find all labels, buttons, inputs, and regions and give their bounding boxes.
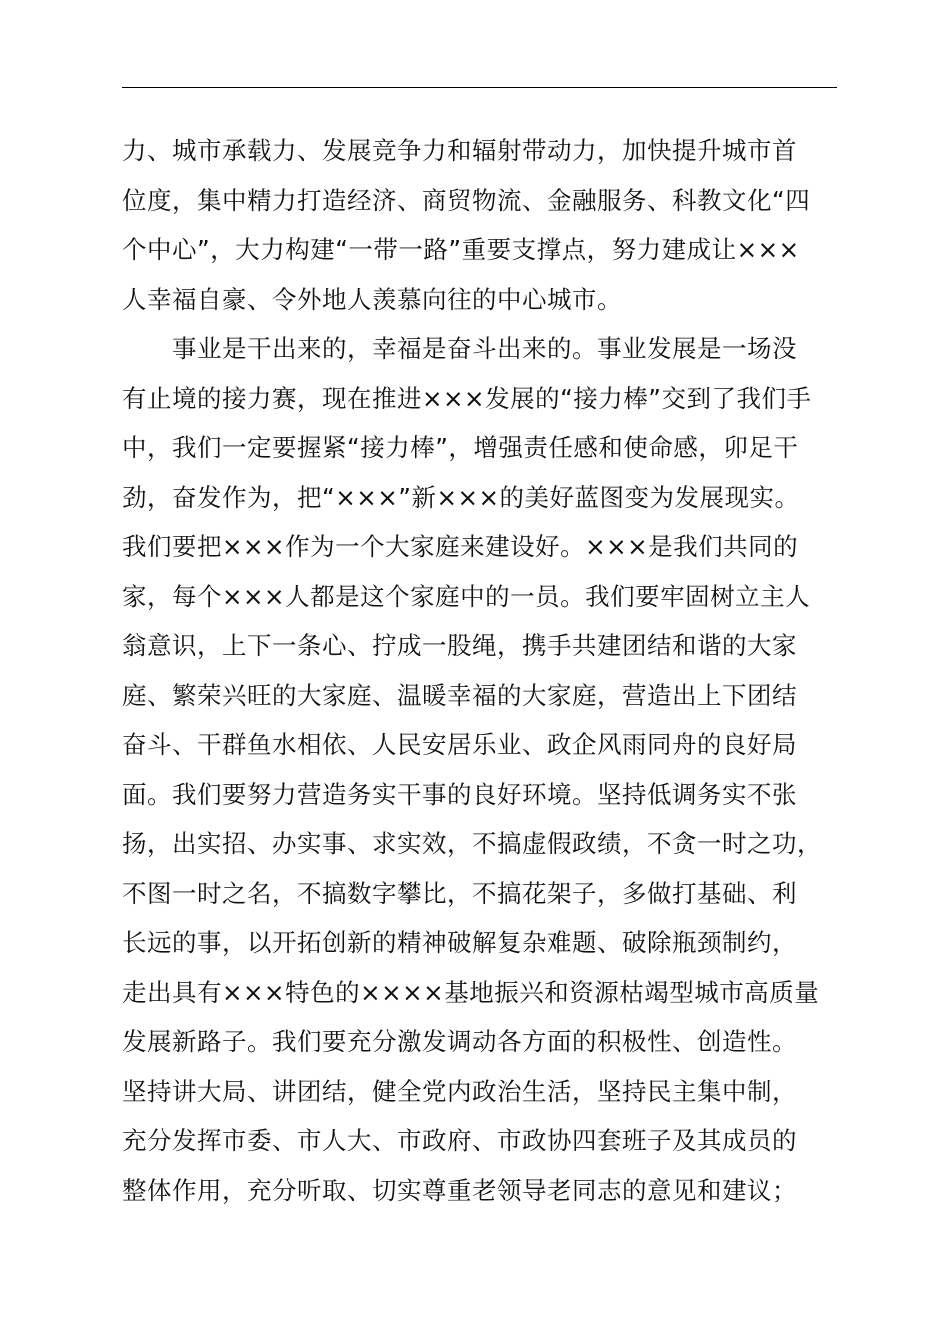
text-line: 力、城市承载力、发展竞争力和辐射带动力，加快提升城市首 — [122, 136, 797, 165]
text-line: 翁意识，上下一条心、拧成一股绳，携手共建团结和谐的大家 — [122, 631, 797, 660]
text-line: 位度，集中精力打造经济、商贸物流、金融服务、科教文化“四 — [122, 185, 811, 215]
paragraph-first-line: 事业是干出来的，幸福是奋斗出来的。事业发展是一场没 — [172, 334, 797, 363]
text-line: 面。我们要努力营造务实干事的良好环境。坚持低调务实不张 — [122, 779, 797, 809]
text-line: 人幸福自豪、令外地人羡慕向往的中心城市。 — [122, 284, 622, 314]
text-line: 不图一时之名，不搞数字攀比，不搞花架子，多做打基础、利 — [122, 878, 797, 908]
text-line: 中，我们一定要握紧“接力棒”，增强责任感和使命感，卯足干 — [122, 433, 799, 462]
text-line: 劲，奋发作为，把“×××”新×××的美好蓝图变为发展现实。 — [122, 482, 800, 512]
text-line: 庭、繁荣兴旺的大家庭、温暖幸福的大家庭，营造出上下团结 — [122, 680, 797, 710]
text-line: 有止境的接力赛，现在推进×××发展的“接力棒”交到了我们手 — [122, 383, 812, 413]
text-line: 走出具有×××特色的××××基地振兴和资源枯竭型城市高质量 — [122, 977, 820, 1007]
text-line: 坚持讲大局、讲团结，健全党内政治生活，坚持民主集中制， — [122, 1076, 797, 1106]
header-rule — [122, 87, 837, 88]
text-line: 扬，出实招、办实事、求实效，不搞虚假政绩，不贪一时之功， — [122, 829, 822, 858]
text-line: 家，每个×××人都是这个家庭中的一员。我们要牢固树立主人 — [122, 581, 811, 611]
text-line: 奋斗、干群鱼水相依、人民安居乐业、政企风雨同舟的良好局 — [122, 730, 797, 759]
text-line: 个中心”，大力构建“一带一路”重要支撑点，努力建成让××× — [122, 235, 800, 264]
document-body — [122, 126, 862, 1215]
text-line: 我们要把×××作为一个大家庭来建设好。×××是我们共同的 — [122, 532, 799, 561]
text-line: 整体作用，充分听取、切实尊重老领导老同志的意见和建议； — [122, 1175, 797, 1205]
text-line: 发展新路子。我们要充分激发调动各方面的积极性、创造性。 — [122, 1027, 797, 1056]
text-line: 充分发挥市委、市人大、市政府、市政协四套班子及其成员的 — [122, 1126, 797, 1155]
text-line: 长远的事，以开拓创新的精神破解复杂难题、破除瓶颈制约， — [122, 928, 797, 957]
